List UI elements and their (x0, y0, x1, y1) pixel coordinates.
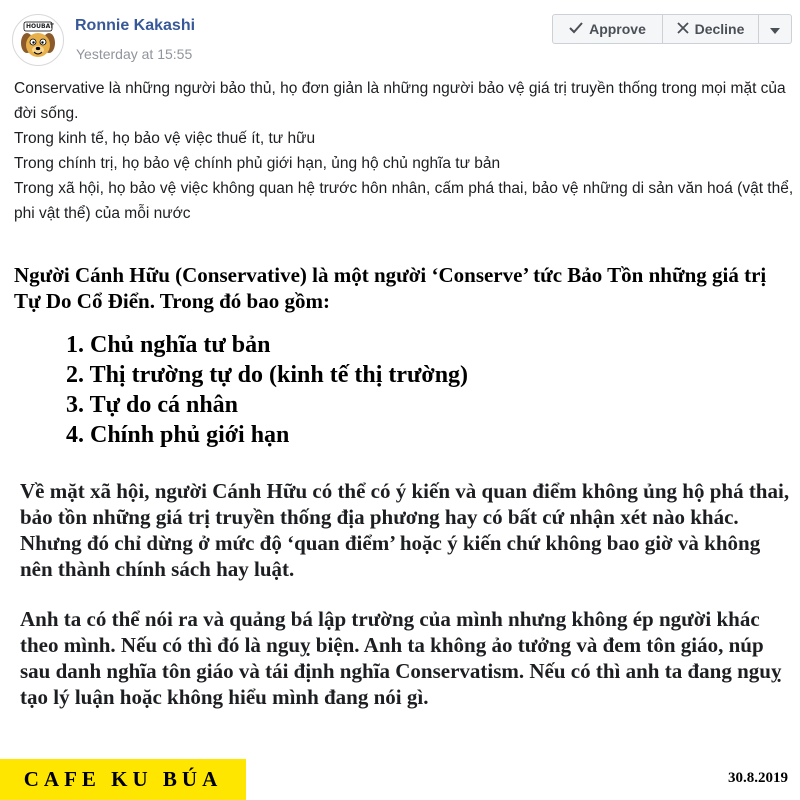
post-body-line: Trong chính trị, họ bảo vệ chính phủ giới hạn, ủng hộ chủ nghĩa tư bản (14, 155, 501, 172)
post-body-line: Trong xã hội, họ bảo vệ việc không quan hệ trước hôn nhân, cấm phá thai, bảo vệ những di sản văn hoá (vật thể, phi vật thể) của mỗi nước (14, 180, 794, 222)
decline-button[interactable] (663, 15, 759, 43)
more-options-button[interactable] (759, 15, 791, 43)
post-timestamp[interactable]: Yesterday at 15:55 (76, 46, 193, 62)
principles-list (14, 330, 794, 450)
post-body (14, 76, 794, 226)
post-body-line: Trong kinh tế, họ bảo vệ việc thuế ít, tư hữu (14, 130, 316, 147)
publish-date: 30.8.2019 (728, 770, 788, 786)
list-item: 3. Tự do cá nhân (66, 392, 239, 418)
approve-label: Approve (589, 21, 646, 37)
approve-button[interactable] (553, 15, 663, 43)
article-paragraph-social: Về mặt xã hội, người Cánh Hữu có thể có ý kiến và quan điểm không ủng hộ phá thai, bảo tồn những giá trị truyền thống địa phương hay có bất cứ nhận xét nào khác. Nhưng đó chỉ dừng ở mức độ ‘quan điểm’ hoặc ý kiến chứ không bao giờ và không nên thành chính sách hay luật. (20, 479, 790, 581)
list-item: 2. Thị trường tự do (kinh tế thị trường) (66, 362, 469, 388)
article (14, 262, 794, 450)
avatar-badge-text: HOUBAT (26, 23, 54, 30)
brand-name: CAFE KU BÚA (23, 767, 223, 791)
avatar[interactable] (12, 14, 64, 66)
list-item: 4. Chính phủ giới hạn (66, 422, 290, 448)
caret-down-icon (770, 21, 780, 37)
author-name[interactable]: Ronnie Kakashi (75, 17, 196, 34)
brand-banner (0, 759, 246, 800)
article-paragraph-conduct: Anh ta có thể nói ra và quảng bá lập trường của mình nhưng không ép người khác theo mình. Nếu có thì đó là nguỵ biện. Anh ta không ảo tưởng và đem tôn giáo, núp sau danh nghĩa tôn giáo và tái định nghĩa Conservatism. Nếu có thì anh ta đang nguỵ tạo lý luận hoặc không hiểu mình đang nói gì. (20, 607, 782, 709)
check-icon (569, 21, 583, 37)
x-icon (677, 21, 689, 37)
decline-label: Decline (694, 21, 745, 37)
post-body-line: Conservative là những người bảo thủ, họ đơn giản là những người bảo vệ giá trị truyền thống trong mọi mặt của đời sống. (14, 80, 786, 122)
article-intro: Người Cánh Hữu (Conservative) là một người ‘Conserve’ tức Bảo Tồn những giá trị Tự Do Cổ Điển. Trong đó bao gồm: (14, 263, 767, 313)
moderation-actions (552, 14, 792, 44)
post-header (0, 0, 800, 70)
list-item: 1. Chủ nghĩa tư bản (66, 332, 271, 358)
